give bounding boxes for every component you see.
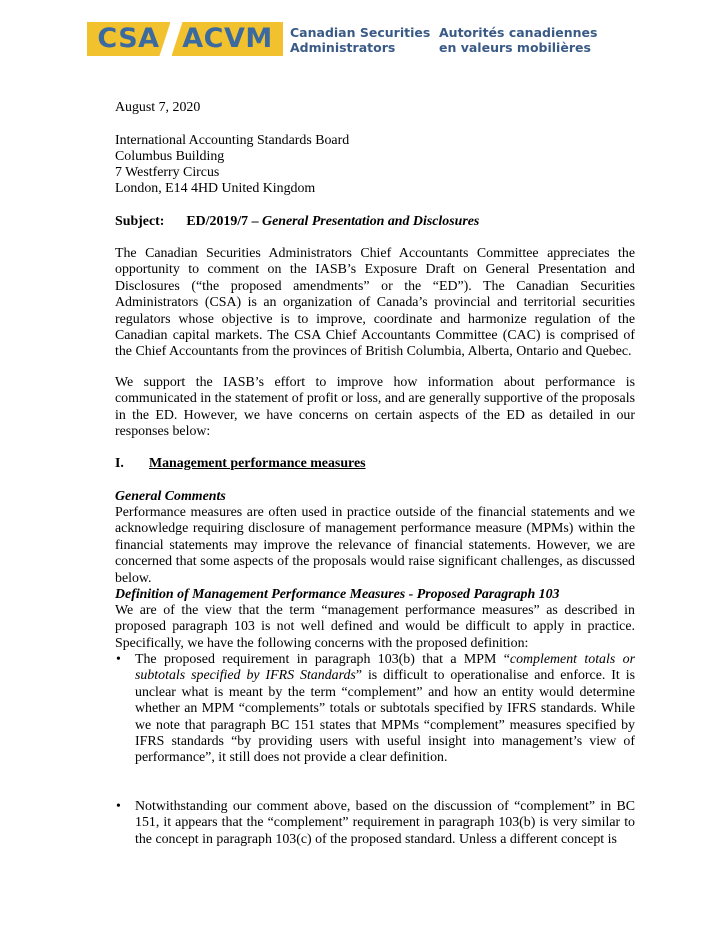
subject-title: General Presentation and Disclosures xyxy=(262,214,480,229)
definition-text: We are of the view that the term “management performance measures” as described in proposed paragraph 103 is not well defined and would be difficult to apply in practice. Specifically, we have the following concerns with the proposed definition: xyxy=(115,603,635,651)
general-comments-heading: General Comments xyxy=(115,489,226,504)
org-en-line2: Administrators xyxy=(290,40,396,55)
org-name-english xyxy=(290,25,430,55)
org-name-french xyxy=(439,25,597,55)
subject-line xyxy=(115,214,479,230)
bullet-marker-2: • xyxy=(116,799,121,814)
bullet-item-2: Notwithstanding our comment above, based on the discussion of “complement” in BC 151, it appears that the “complement” requirement in paragraph 103(b) is very similar to the concept in paragraph 103(c) of the proposed standard. Unless a different concept is xyxy=(135,799,635,847)
address-line-2: Columbus Building xyxy=(115,149,225,164)
section-number: I. xyxy=(115,456,124,471)
letterhead xyxy=(87,22,607,60)
bullet-1-pre: The proposed requirement in paragraph 103(b) that a MPM “ xyxy=(135,652,510,667)
csa-logo: CSA xyxy=(87,22,170,56)
org-en-line1: Canadian Securities xyxy=(290,25,431,40)
intro-paragraph: The Canadian Securities Administrators Chief Accountants Committee appreciates the opportunity to comment on the IASB’s Exposure Draft on General Presentation and Disclosures (“the proposed amendments” or the “ED”). The Canadian Securities Administrators (CSA) is an organization of Canada’s provincial and territorial securities regulators whose objective is to improve, coordinate and harmonize regulation of the Canadian capital markets. The CSA Chief Accountants Committee (CAC) is comprised of the Chief Accountants from the provinces of British Columbia, Alberta, Ontario and Quebec. xyxy=(115,246,635,360)
subject-code: ED/2019/7 – xyxy=(186,214,259,229)
bullet-marker-1: • xyxy=(116,652,121,667)
general-comments-text: Performance measures are often used in practice outside of the financial statements and we acknowledge requiring disclosure of management performance measure (MPMs) within the financial statements may improve the relevance of financial statements. However, we are concerned that some aspects of the proposals would raise significant challenges, as discussed below. xyxy=(115,505,635,586)
bullet-1-italic: complement totals or subtotals specified by IFRS Standards xyxy=(135,652,635,684)
section-heading xyxy=(115,456,366,472)
subject-label: Subject: xyxy=(115,214,165,229)
letter-date: August 7, 2020 xyxy=(115,100,201,115)
org-fr-line2: en valeurs mobilières xyxy=(439,40,591,55)
acvm-logo: ACVM xyxy=(172,22,283,56)
support-paragraph: We support the IASB’s effort to improve how information about performance is communicated in the statement of profit or loss, and are generally supportive of the proposals in the ED. However, we have concerns on certain aspects of the ED as detailed in our responses below: xyxy=(115,375,635,440)
section-title: Management performance measures xyxy=(149,456,366,471)
bullet-1-post: ” is difficult to operationalise and enforce. It is unclear what is meant by the term “complement” and how an entity would determine whether an MPM “complements” totals or subtotals specified by IFRS standards. While we note that paragraph BC 151 states that MPMs “complement” measures specified by IFRS standards “by providing users with useful insight into management’s view of performance”, it still does not provide a clear definition. xyxy=(135,668,635,766)
definition-heading: Definition of Management Performance Measures - Proposed Paragraph 103 xyxy=(115,587,560,602)
address-line-3: 7 Westferry Circus xyxy=(115,165,220,180)
address-line-1: International Accounting Standards Board xyxy=(115,133,350,148)
bullet-item-1 xyxy=(135,652,635,767)
org-fr-line1: Autorités canadiennes xyxy=(439,25,598,40)
address-line-4: London, E14 4HD United Kingdom xyxy=(115,181,316,196)
